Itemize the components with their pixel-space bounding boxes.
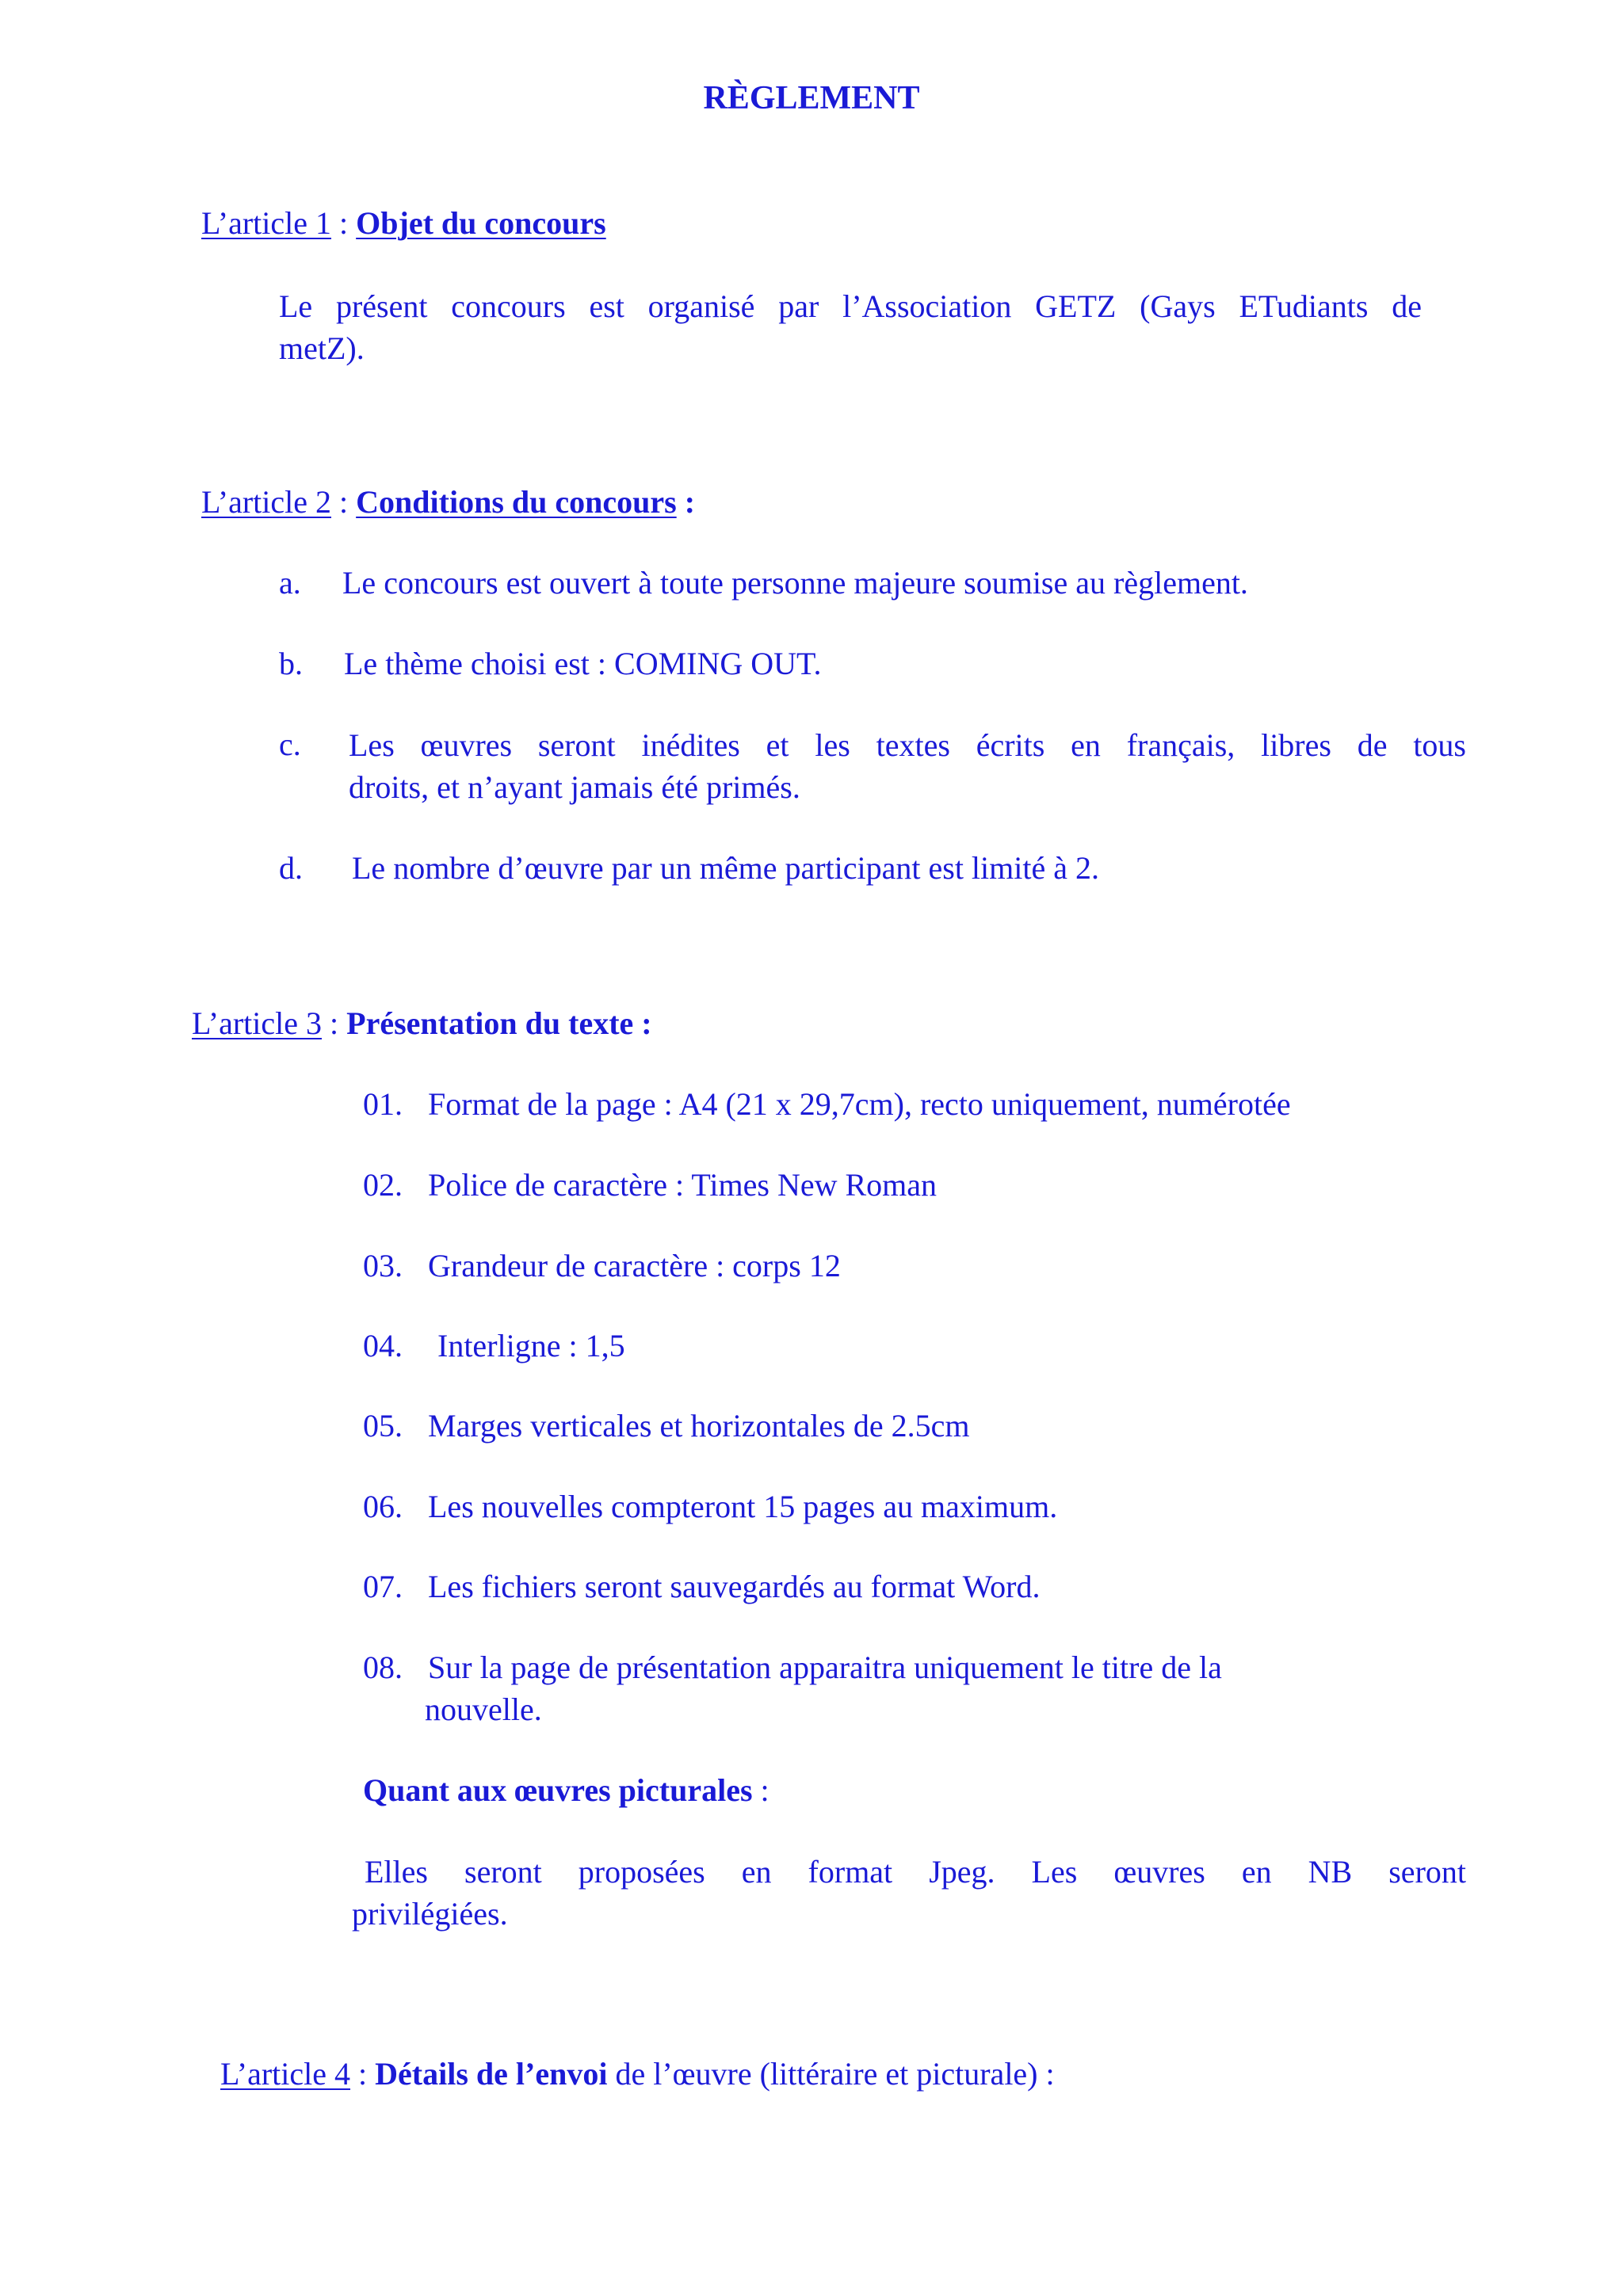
list-item-marker: 02.	[363, 1167, 403, 1203]
subheading-suffix: :	[752, 1772, 769, 1808]
list-item-line1: Les œuvres seront inédites et les textes écrits en français, libres de tous	[349, 727, 1466, 763]
list-item-marker: 05.	[363, 1408, 403, 1444]
list-item: Le thème choisi est : COMING OUT.	[344, 646, 822, 681]
article-3-sep: :	[322, 1005, 347, 1041]
list-item-marker: b.	[279, 646, 303, 681]
article-1-heading	[201, 203, 606, 244]
page-title: RÈGLEMENT	[703, 80, 920, 116]
article-2-sep: :	[331, 484, 357, 520]
article-4-ref: L’article 4	[220, 2056, 351, 2092]
article-2-ref: L’article 2	[201, 484, 332, 520]
list-item-marker: 07.	[363, 1569, 403, 1604]
article-1-sep: :	[331, 205, 357, 241]
article-3-ref: L’article 3	[192, 1005, 323, 1041]
article-3-heading	[192, 1003, 652, 1044]
article-4-sep: :	[350, 2056, 376, 2092]
article-4-title: Détails de l’envoi	[375, 2056, 608, 2092]
list-item-marker: 08.	[363, 1650, 403, 1685]
article-2-title: Conditions du concours	[356, 484, 677, 520]
list-item: Le concours est ouvert à toute personne majeure soumise au règlement.	[342, 565, 1248, 601]
subheading	[363, 1770, 769, 1811]
article-1-text	[279, 285, 1422, 369]
list-item-marker: 06.	[363, 1489, 403, 1524]
list-item-marker: a.	[279, 565, 301, 601]
list-item: Les nouvelles compteront 15 pages au maximum.	[428, 1489, 1058, 1524]
list-item: Format de la page : A4 (21 x 29,7cm), recto uniquement, numérotée	[428, 1086, 1291, 1122]
article-2-heading	[201, 482, 695, 523]
list-item: Marges verticales et horizontales de 2.5cm	[428, 1408, 970, 1444]
list-item: Les fichiers seront sauvegardés au format Word.	[428, 1569, 1041, 1604]
article-4-rest: de l’œuvre (littéraire et picturale) :	[607, 2056, 1055, 2092]
list-item	[349, 724, 1466, 808]
list-item: Le nombre d’œuvre par un même participant est limité à 2.	[352, 850, 1100, 886]
article-4-heading	[220, 2054, 1055, 2095]
list-item-marker: c.	[279, 727, 301, 762]
list-item-marker: 01.	[363, 1086, 403, 1122]
list-item: Interligne : 1,5	[437, 1328, 625, 1363]
pictural-text	[352, 1851, 1466, 1935]
article-1-ref: L’article 1	[201, 205, 332, 241]
list-item-marker: 04.	[363, 1328, 403, 1363]
list-item-line2: droits, et n’ayant jamais été primés.	[349, 769, 800, 805]
pictural-text-line1: Elles seront proposées en format Jpeg. Les œuvres en NB seront	[365, 1854, 1466, 1890]
list-item: Police de caractère : Times New Roman	[428, 1167, 938, 1203]
article-1-text-line2: metZ).	[279, 330, 365, 366]
list-item-line2: nouvelle.	[425, 1691, 542, 1727]
article-2-title-suffix: :	[676, 484, 696, 520]
article-1-title: Objet du concours	[356, 205, 606, 241]
pictural-text-line2: privilégiées.	[352, 1896, 508, 1932]
article-1-text-line1: Le présent concours est organisé par l’Association GETZ (Gays ETudiants de	[279, 288, 1422, 324]
list-item-marker: 03.	[363, 1248, 403, 1283]
list-item: Grandeur de caractère : corps 12	[428, 1248, 841, 1283]
subheading-title: Quant aux œuvres picturales	[363, 1772, 753, 1808]
list-item: Sur la page de présentation apparaitra uniquement le titre de la	[428, 1650, 1222, 1685]
list-item-marker: d.	[279, 850, 303, 886]
article-3-title: Présentation du texte :	[346, 1005, 652, 1041]
